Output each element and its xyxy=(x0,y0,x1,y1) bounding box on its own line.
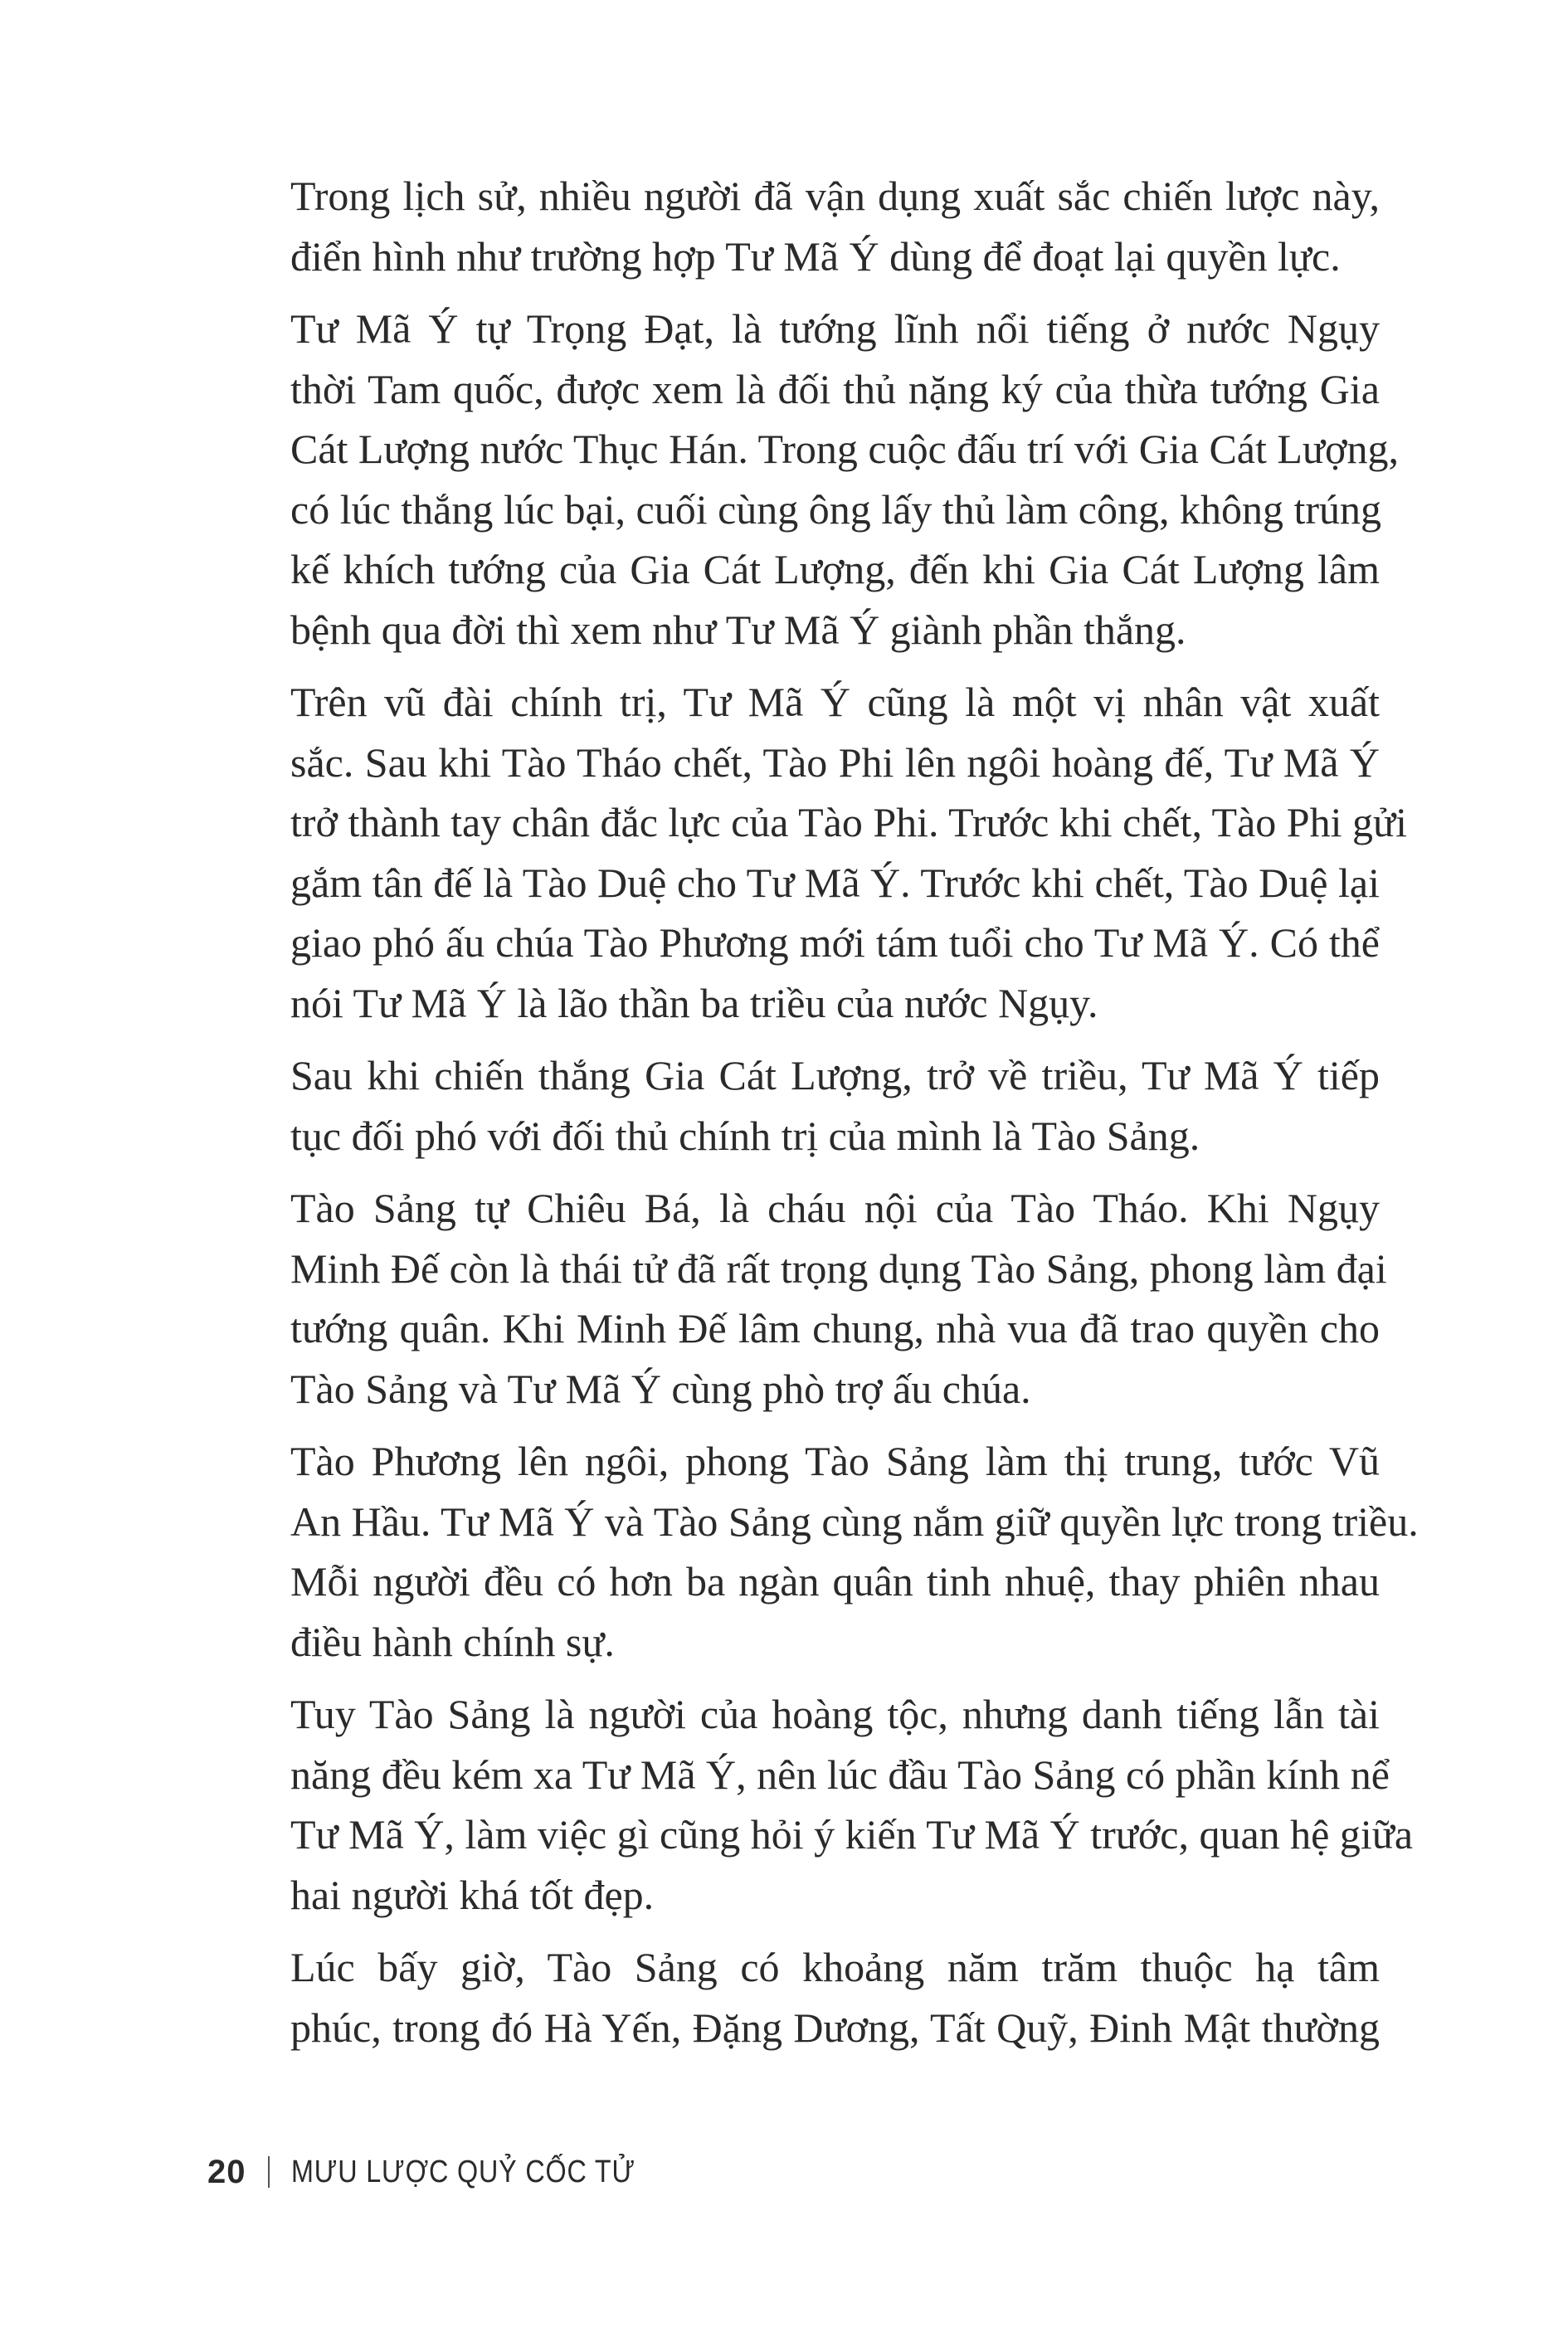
text-line: Trong lịch sử, nhiều người đã vận dụng xuất sắc chiến lược này, xyxy=(290,173,1380,219)
text-line: Tư Mã Ý, làm việc gì cũng hỏi ý kiến Tư Mã Ý trước, quan hệ giữa xyxy=(290,1811,1414,1858)
page-number: 20 xyxy=(207,2153,246,2190)
text-line: có lúc thắng lúc bại, cuối cùng ông lấy thủ làm công, không trúng xyxy=(290,485,1381,533)
text-line: Sau khi chiến thắng Gia Cát Lượng, trở về triều, Tư Mã Ý tiếp xyxy=(290,1052,1380,1098)
paragraph-2 xyxy=(207,299,1399,660)
text-line: nói Tư Mã Ý là lão thần ba triều của nước Ngụy. xyxy=(290,979,1098,1026)
running-title: MƯU LƯỢC QUỶ CỐC TỬ xyxy=(290,2154,635,2189)
text-line: Lúc bấy giờ, Tào Sảng có khoảng năm trăm thuộc hạ tâm xyxy=(290,1944,1380,1990)
text-line: An Hầu. Tư Mã Ý và Tào Sảng cùng nắm giữ quyền lực trong triều. xyxy=(290,1497,1419,1545)
text-line: Tuy Tào Sảng là người của hoàng tộc, nhưng danh tiếng lẫn tài xyxy=(290,1691,1380,1737)
text-line: trở thành tay chân đắc lực của Tào Phi. Trước khi chết, Tào Phi gửi xyxy=(290,799,1407,845)
text-line: Trên vũ đài chính trị, Tư Mã Ý cũng là một vị nhân vật xuất xyxy=(290,679,1380,725)
text-line: bệnh qua đời thì xem như Tư Mã Ý giành phần thắng. xyxy=(290,606,1186,653)
text-line: điển hình như trường hợp Tư Mã Ý dùng để đoạt lại quyền lực. xyxy=(290,232,1341,280)
text-line: Tư Mã Ý tự Trọng Đạt, là tướng lĩnh nổi tiếng ở nước Ngụy xyxy=(290,305,1380,352)
body-text xyxy=(207,166,1419,2070)
paragraph-8 xyxy=(207,1937,1380,2057)
text-line: Minh Đế còn là thái tử đã rất trọng dụng Tào Sảng, phong làm đại xyxy=(290,1244,1387,1292)
text-line: Mỗi người đều có hơn ba ngàn quân tinh nhuệ, thay phiên nhau xyxy=(290,1558,1380,1605)
text-line: gắm tân đế là Tào Duệ cho Tư Mã Ý. Trước khi chết, Tào Duệ lại xyxy=(290,859,1380,906)
text-line: tướng quân. Khi Minh Đế lâm chung, nhà vua đã trao quyền cho xyxy=(290,1305,1380,1351)
text-line: hai người khá tốt đẹp. xyxy=(290,1871,655,1918)
paragraph-1 xyxy=(207,166,1380,286)
paragraph-4 xyxy=(207,1045,1380,1166)
text-line: kế khích tướng của Gia Cát Lượng, đến khi Gia Cát Lượng lâm xyxy=(290,546,1380,592)
text-line: thời Tam quốc, được xem là đối thủ nặng ký của thừa tướng Gia xyxy=(290,365,1380,412)
page-footer xyxy=(207,2147,696,2197)
text-line: sắc. Sau khi Tào Tháo chết, Tào Phi lên ngôi hoàng đế, Tư Mã Ý xyxy=(290,738,1380,786)
text-line: Tào Phương lên ngôi, phong Tào Sảng làm thị trung, tước Vũ xyxy=(290,1438,1380,1484)
text-line: năng đều kém xa Tư Mã Ý, nên lúc đầu Tào Sảng có phần kính nể xyxy=(290,1751,1390,1798)
text-line: phúc, trong đó Hà Yến, Đặng Dương, Tất Quỹ, Đinh Mật thường xyxy=(290,2004,1380,2051)
text-line: giao phó ấu chúa Tào Phương mới tám tuổi cho Tư Mã Ý. Có thể xyxy=(290,919,1380,966)
text-line: Tào Sảng và Tư Mã Ý cùng phò trợ ấu chúa. xyxy=(290,1365,1031,1412)
paragraph-7 xyxy=(207,1684,1414,1925)
paragraph-3 xyxy=(207,672,1407,1033)
paragraph-6 xyxy=(207,1431,1419,1672)
text-line: Tào Sảng tự Chiêu Bá, là cháu nội của Tào Tháo. Khi Ngụy xyxy=(290,1185,1380,1231)
text-line: Cát Lượng nước Thục Hán. Trong cuộc đấu trí với Gia Cát Lượng, xyxy=(290,426,1399,472)
text-line: điều hành chính sự. xyxy=(290,1618,615,1665)
footer-divider xyxy=(268,2156,270,2188)
paragraph-5 xyxy=(207,1178,1387,1419)
text-line: tục đối phó với đối thủ chính trị của mình là Tào Sảng. xyxy=(290,1112,1200,1159)
